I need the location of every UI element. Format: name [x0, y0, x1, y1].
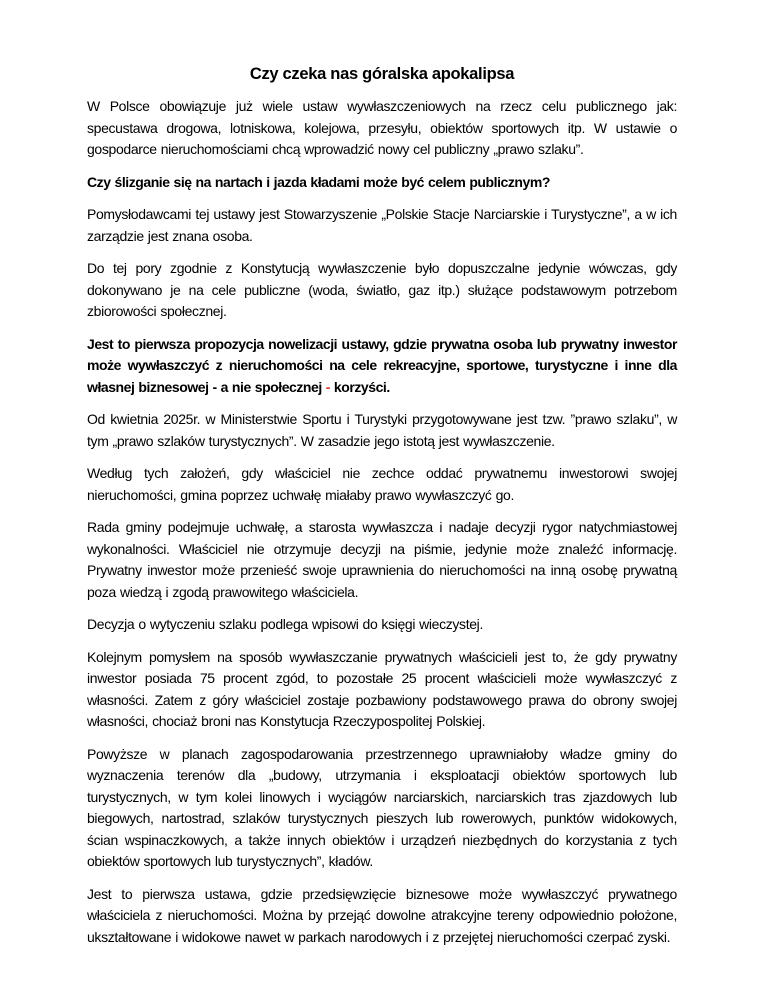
paragraph-originators: Pomysłodawcami tej ustawy jest Stowarzyszenie „Polskie Stacje Narciarskie i Turystyczne”, a w ich zarządzie jest znana osoba.: [87, 206, 677, 244]
paragraph-intro: W Polsce obowiązuje już wiele ustaw wywłaszczeniowych na rzecz celu publicznego jak: specustawa drogowa, lotniskowa, kolejowa, przesyłu, obiektów sportowych itp. W ustawie o gospodarce nieruchomościami chcą wprowadzić nowy cel publiczny „prawo szlaku”.: [87, 98, 677, 157]
paragraph-ministry: Od kwietnia 2025r. w Ministerstwie Sportu i Turystyki przygotowywane jest tzw. ”prawo szlaku”, w tym „prawo szlaków turystycznych”. W zasadzie jego istotą jest wywłaszczenie.: [87, 411, 677, 449]
paragraph-land-register: Decyzja o wytyczeniu szlaku podlega wpisowi do księgi wieczystej.: [87, 616, 483, 632]
document-page: [87, 63, 677, 959]
first-proposal-text: Jest to pierwsza propozycja nowelizacji ustawy, gdzie prywatna osoba lub prywatny inwestor może wywłaszczyć z nieruchomości na cele rekreacyjne, sportowe, turystyczne i inne dla własnej biznesowej - a nie społecznej: [87, 335, 677, 395]
paragraph-first-proposal: [87, 334, 677, 399]
paragraph-question: Czy ślizganie się na nartach i jazda kładami może być celem publicznym?: [87, 173, 550, 190]
paragraph-consents: Kolejnym pomysłem na sposób wywłaszczanie prywatnych właścicieli jest to, że gdy prywatny inwestor posiada 75 procent zgód, to pozostałe 25 procent właścicieli może wywłaszczyć z własności. Zatem z góry właściciel zostaje pozbawiony podstawowego prawa do obrony swojej własności, chociaż broni nas Konstytucja Rzeczypospolitej Polskiej.: [87, 648, 677, 729]
red-dash: -: [325, 378, 330, 395]
first-proposal-end: korzyści.: [329, 378, 390, 395]
paragraph-assumptions: Według tych założeń, gdy właściciel nie zechce oddać prywatnemu inwestorowi swojej nieruchomości, gmina poprzez uchwałę miałaby prawo wywłaszczyć go.: [87, 465, 677, 503]
paragraph-constitution: Do tej pory zgodnie z Konstytucją wywłaszczenie było dopuszczalne jedynie wówczas, gdy dokonywano je na cele publiczne (woda, światło, gaz itp.) służące podstawowym potrzebom zbiorowości społecznej.: [87, 260, 677, 319]
paragraph-council: Rada gminy podejmuje uchwałę, a starosta wywłaszcza i nadaje decyzji rygor natychmiastowej wykonalności. Właściciel nie otrzymuje decyzji na piśmie, jedynie może znaleźć informację. Prywatny inwestor może przenieść swoje uprawnienia do nieruchomości na inną osobę prywatną poza wiedzą i zgodą prawowitego właściciela.: [87, 519, 677, 600]
paragraph-spatial-plans: Powyższe w planach zagospodarowania przestrzennego uprawniałoby władze gminy do wyznaczenia terenów dla „budowy, utrzymania i eksploatacji obiektów sportowych lub turystycznych, w tym kolei linowych i wyciągów narciarskich, narciarskich tras zjazdowych lub biegowych, nartostrad, szlaków turystycznych pieszych lub rowerowych, punktów widokowych, ścian wspinaczkowych, a także innych obiektów i urządzeń niezbędnych do korzystania z tych obiektów sportowych lub turystycznych”, kładów.: [87, 745, 677, 869]
document-title: Czy czeka nas góralska apokalipsa: [249, 65, 515, 83]
paragraph-conclusion: Jest to pierwsza ustawa, gdzie przedsięwzięcie biznesowe może wywłaszczyć prywatnego właściciela z nieruchomości. Można by przejąć dowolne atrakcyjne tereny odpowiednio położone, ukształtowane i widokowe nawet w parkach narodowych i z przejętej nieruchomości czerpać zyski.: [87, 885, 677, 945]
